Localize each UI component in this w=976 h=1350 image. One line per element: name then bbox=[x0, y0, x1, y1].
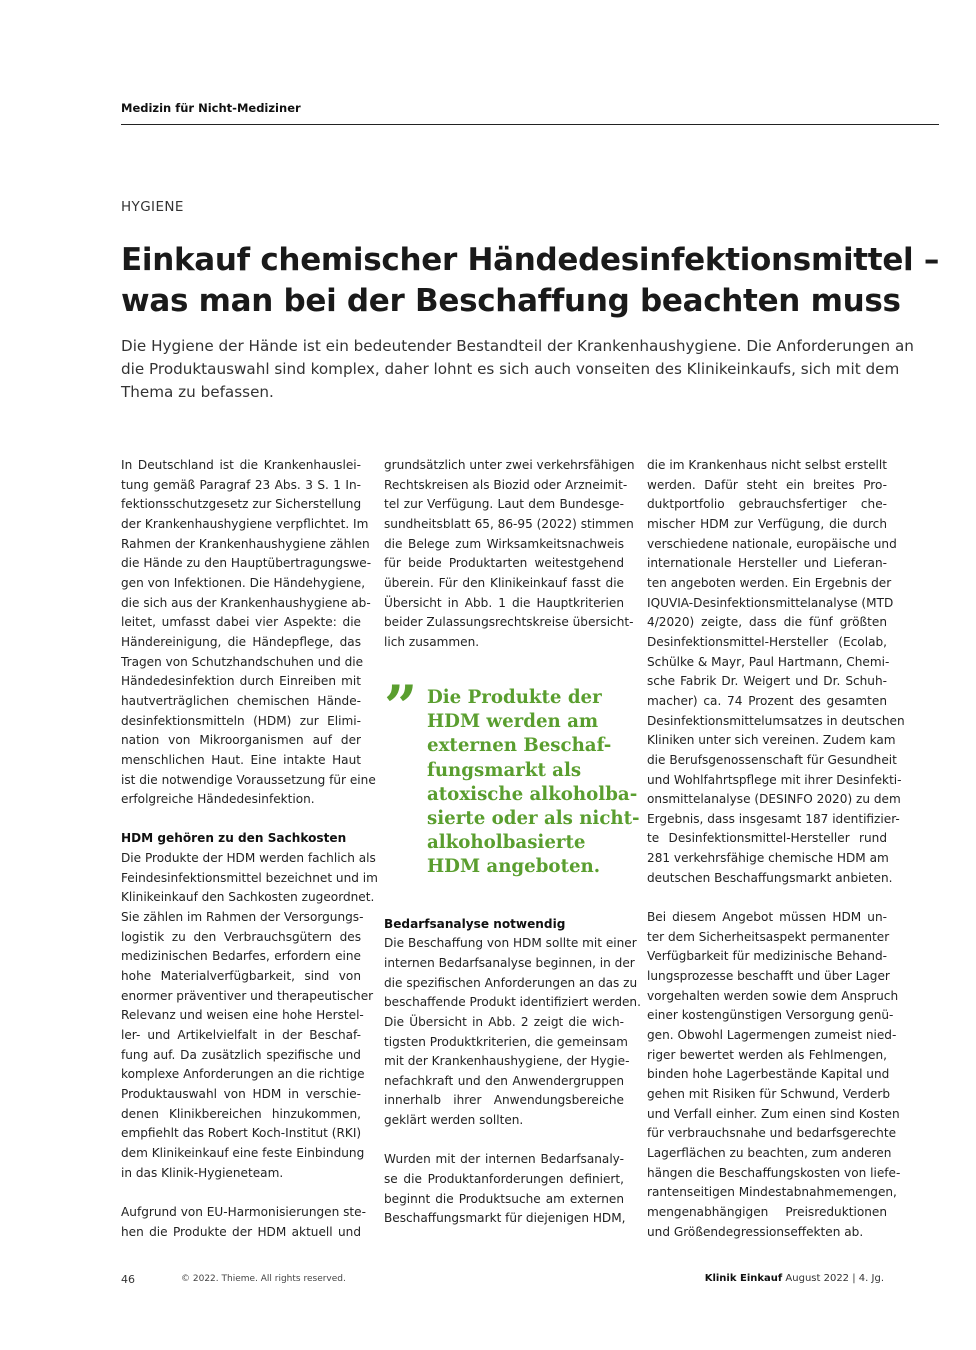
text-line: gen. Obwohl Lagermengen zumeist nied- bbox=[647, 1028, 897, 1043]
text-line: für beide Produktarten weitestgehend bbox=[384, 556, 624, 571]
text-line: die spezifischen Anforderungen an das zu bbox=[384, 975, 638, 990]
text-line: grundsätzlich unter zwei verkehrsfähigen bbox=[384, 458, 635, 472]
text-line: innerhalb ihrer Anwendungsbereiche bbox=[384, 1093, 624, 1108]
text-line: gehen mit Risiken für Schwund, Verderb bbox=[647, 1086, 891, 1101]
text-line: hautverträglichen chemischen Hände- bbox=[121, 693, 361, 708]
text-line: IQUVIA-Desinfektionsmittelanalyse (MTD bbox=[647, 595, 894, 610]
text-line: nefachkraft und den Anwendergruppen bbox=[384, 1073, 624, 1088]
text-line: Lagerflächen zu beachten, zum anderen bbox=[647, 1145, 892, 1160]
paragraph bbox=[121, 849, 378, 1183]
text-line: werden. Dafür steht ein breites Pro- bbox=[647, 477, 887, 492]
text-line: komplexe Anforderungen an die richtige bbox=[121, 1067, 365, 1082]
paragraph-spacer bbox=[121, 1183, 361, 1203]
paragraph bbox=[121, 456, 376, 810]
text-line: binden hohe Lagerbestände Kapital und bbox=[647, 1067, 890, 1082]
lead-line: Die Hygiene der Hände ist ein bedeutender Bestandteil der Krankenhaushygiene. Die Anforderungen an bbox=[121, 337, 914, 355]
text-line: lungsprozesse beschafft und über Lager bbox=[647, 969, 890, 984]
text-line: Die Beschaffung von HDM sollte mit einer bbox=[384, 936, 637, 951]
page-number: 46 bbox=[121, 1273, 135, 1286]
text-line: Übersicht in Abb. 1 die Hauptkriterien bbox=[384, 595, 624, 610]
text-line: Aufgrund von EU-Harmonisierungen ste- bbox=[121, 1204, 366, 1219]
text-line: gen von Infektionen. Die Händehygiene, bbox=[121, 575, 366, 590]
journal-info bbox=[705, 1273, 884, 1284]
text-line: Kliniken unter sich vereinen. Zudem kam bbox=[647, 733, 896, 748]
quote-mark-icon: ” bbox=[384, 673, 418, 741]
text-line: und Verfall einher. Zum einen sind Kosten bbox=[647, 1106, 900, 1121]
paragraph bbox=[647, 456, 905, 888]
pull-quote-line: externen Beschaf- bbox=[427, 735, 612, 757]
paragraph bbox=[384, 934, 641, 1131]
subheading: Bedarfsanalyse notwendig bbox=[384, 916, 566, 931]
article-lead bbox=[121, 335, 914, 404]
pull-quote-line: fungsmarkt als bbox=[427, 759, 582, 781]
text-line: leitet, umfasst dabei vier Aspekte: die bbox=[121, 615, 361, 630]
text-line: fektionsschutzgesetz zur Sicherstellung bbox=[121, 497, 362, 512]
lead-line: die Produktauswahl sind komplex, daher lohnt es sich auch vonseiten des Klinikeinkaufs, sich mit dem bbox=[121, 360, 900, 378]
text-line: beginnt die Produktsuche am externen bbox=[384, 1191, 624, 1206]
text-line: desinfektionsmitteln (HDM) zur Elimi- bbox=[121, 713, 361, 728]
text-line: tung gemäß Paragraf 23 Abs. 3 S. 1 In- bbox=[121, 477, 361, 492]
paragraph-spacer bbox=[384, 1131, 624, 1151]
text-line: die sich aus der Krankenhaushygiene ab- bbox=[121, 595, 371, 610]
text-line: Desinfektionsmittel-Hersteller (Ecolab, bbox=[647, 634, 887, 649]
text-line: logistik zu den Verbrauchsgütern des bbox=[121, 929, 361, 944]
text-line: Sie zählen im Rahmen der Versorgungs- bbox=[121, 910, 364, 925]
text-line: beider Zulassungsrechtskreise übersicht- bbox=[384, 615, 634, 630]
text-line: Relevanz und weisen eine hohe Herstel- bbox=[121, 1008, 364, 1023]
paragraph-spacer bbox=[647, 888, 887, 908]
text-line: Bei diesem Angebot müssen HDM un- bbox=[647, 910, 887, 925]
text-line: riger bewertet werden als Fehlmengen, bbox=[647, 1047, 887, 1062]
text-line: macher) ca. 74 Prozent des gesamten bbox=[647, 693, 887, 708]
text-line: überein. Für den Klinikeinkauf fasst die bbox=[384, 575, 624, 590]
pull-quote bbox=[384, 673, 640, 884]
text-line: Händereinigung, die Händepflege, das bbox=[121, 634, 361, 649]
text-line: Die Produkte der HDM werden fachlich als bbox=[121, 851, 376, 866]
text-line: Tragen von Schutzhandschuhen und die bbox=[121, 654, 364, 669]
text-line: für verbrauchsnahe und bedarfsgerechte bbox=[647, 1126, 897, 1141]
text-line: ist die notwendige Voraussetzung für eine bbox=[121, 772, 376, 787]
pull-quote-line: Die Produkte der bbox=[427, 687, 602, 708]
text-line: erfolgreiche Händedesinfektion. bbox=[121, 792, 315, 807]
text-line: se die Produktanforderungen definiert, bbox=[384, 1172, 624, 1187]
text-line: vorgehalten werden sowie dem Anspruch bbox=[647, 988, 899, 1003]
title-line: Einkauf chemischer Händedesinfektionsmittel – bbox=[121, 242, 940, 278]
journal-volume: 4. Jg. bbox=[858, 1273, 884, 1284]
title-line: was man bei der Beschaffung beachten muss bbox=[121, 283, 901, 319]
section-label: Medizin für Nicht-Mediziner bbox=[121, 101, 301, 115]
journal-issue: August 2022 bbox=[785, 1273, 850, 1284]
paragraph bbox=[647, 908, 901, 1242]
copyright-notice: © 2022. Thieme. All rights reserved. bbox=[181, 1274, 346, 1284]
text-line: geklärt werden sollten. bbox=[384, 1113, 524, 1128]
text-line: Feindesinfektionsmittel bezeichnet und im bbox=[121, 870, 378, 885]
text-line: 281 verkehrsfähige chemische HDM am bbox=[647, 851, 889, 866]
pull-quote-line: sierte oder als nicht- bbox=[427, 808, 640, 830]
text-line: Beschaffungsmarkt für diejenigen HDM, bbox=[384, 1211, 626, 1226]
text-line: lich zusammen. bbox=[384, 634, 480, 649]
text-line: ten angeboten werden. Ein Ergebnis der bbox=[647, 575, 892, 590]
pull-quote-line: HDM werden am bbox=[427, 711, 599, 733]
paragraph-spacer bbox=[121, 810, 361, 830]
text-line: Händedesinfektion durch Einreiben mit bbox=[121, 674, 361, 689]
text-line: te Desinfektionsmittel-Hersteller rund bbox=[647, 831, 887, 846]
text-line: tigsten Produktkriterien, die gemeinsam bbox=[384, 1034, 628, 1049]
text-column-3 bbox=[647, 456, 905, 1242]
paragraph bbox=[384, 1150, 624, 1229]
paragraph bbox=[121, 1203, 366, 1242]
text-line: die Berufsgenossenschaft für Gesundheit bbox=[647, 752, 897, 767]
article-title bbox=[121, 240, 940, 322]
text-line: die Hände zu den Hauptübertragungswe- bbox=[121, 556, 372, 571]
text-line: Die Übersicht in Abb. 2 zeigt die wich- bbox=[384, 1014, 624, 1029]
text-line: dem Klinikeinkauf eine feste Einbindung bbox=[121, 1145, 365, 1160]
text-line: sundheitsblatt 65, 86-95 (2022) stimmen bbox=[384, 516, 634, 531]
footer-separator: | bbox=[852, 1273, 856, 1284]
journal-name: Klinik Einkauf bbox=[704, 1273, 783, 1284]
text-line: Rechtskreisen als Biozid oder Arzneimit- bbox=[384, 477, 628, 492]
text-line: verschiedene nationale, europäische und bbox=[647, 536, 897, 551]
lead-line: Thema zu befassen. bbox=[121, 383, 274, 401]
text-line: deutschen Beschaffungsmarkt anbieten. bbox=[647, 870, 893, 885]
pull-quote-line: atoxische alkoholba- bbox=[427, 783, 638, 805]
paragraph bbox=[384, 456, 635, 653]
subheading: HDM gehören zu den Sachkosten bbox=[121, 831, 347, 846]
text-line: Desinfektionsmittelumsatzes in deutschen bbox=[647, 713, 905, 728]
text-line: ler- und Artikelvielfalt in der Beschaf- bbox=[121, 1028, 361, 1043]
text-line: Rahmen der Krankenhaushygiene zählen bbox=[121, 536, 370, 551]
text-line: mischer HDM zur Verfügung, die durch bbox=[647, 516, 887, 531]
text-line: medizinischen Bedarfes, erfordern eine bbox=[121, 949, 361, 964]
text-line: Schülke & Mayr, Paul Hartmann, Chemi- bbox=[647, 654, 890, 669]
header-divider bbox=[121, 124, 939, 125]
text-line: nation von Mikroorganismen auf der bbox=[121, 733, 361, 748]
text-line: hängen die Beschaffungskosten von liefe- bbox=[647, 1165, 901, 1180]
text-column-1 bbox=[121, 456, 378, 1242]
text-line: sche Fabrik Dr. Weigert und Dr. Schuh- bbox=[647, 674, 887, 689]
text-line: 4/2020) zeigte, dass die fünf größten bbox=[647, 615, 887, 630]
text-line: onsmittelanalyse (DESINFO 2020) zu dem bbox=[647, 792, 901, 807]
text-line: enormer präventiver und therapeutischer bbox=[121, 988, 374, 1003]
text-line: menschlichen Haut. Eine intakte Haut bbox=[121, 752, 361, 767]
text-line: und Größendegressionseffekten ab. bbox=[647, 1224, 864, 1239]
article-category: HYGIENE bbox=[121, 199, 184, 215]
pull-quote-text bbox=[427, 686, 640, 880]
text-line: einer kostengünstigen Versorgung genü- bbox=[647, 1008, 894, 1023]
text-line: empfiehlt das Robert Koch-Institut (RKI) bbox=[121, 1126, 362, 1141]
text-line: hohe Materialverfügbarkeit, sind von bbox=[121, 969, 361, 984]
text-line: rantenseitigen Mindestabnahmemengen, bbox=[647, 1185, 897, 1200]
text-line: Klinikeinkauf den Sachkosten zugeordnet. bbox=[121, 890, 375, 905]
text-line: fung auf. Da zusätzlich spezifische und bbox=[121, 1047, 361, 1062]
pull-quote-line: HDM angeboten. bbox=[427, 856, 601, 878]
text-line: Verfügbarkeit für medizinische Behand- bbox=[647, 949, 887, 964]
text-line: tel zur Verfügung. Laut dem Bundesge- bbox=[384, 497, 624, 512]
text-line: Wurden mit der internen Bedarfsanaly- bbox=[384, 1152, 624, 1167]
text-line: mit der Krankenhaushygiene, der Hygie- bbox=[384, 1054, 630, 1069]
text-line: und Wohlfahrtspflege mit ihrer Desinfekti- bbox=[647, 772, 902, 787]
text-line: Produktauswahl von HDM in verschie- bbox=[121, 1086, 361, 1101]
text-line: duktportfolio gebrauchsfertiger che- bbox=[647, 497, 887, 512]
pull-quote-line: alkoholbasierte bbox=[427, 832, 586, 854]
text-line: denen Klinikbereichen hinzukommen, bbox=[121, 1106, 361, 1121]
text-line: beschaffende Produkt identifiziert werden. bbox=[384, 995, 641, 1010]
text-line: der Krankenhaushygiene verpflichtet. Im bbox=[121, 516, 369, 531]
text-line: internen Bedarfsanalyse beginnen, in der bbox=[384, 955, 635, 970]
text-line: in das Klinik-Hygieneteam. bbox=[121, 1165, 284, 1180]
text-line: mengenabhängigen Preisreduktionen bbox=[647, 1204, 887, 1219]
text-line: Ergebnis, dass insgesamt 187 identifizier- bbox=[647, 811, 900, 826]
text-line: hen die Produkte der HDM aktuell und bbox=[121, 1224, 361, 1239]
text-line: In Deutschland ist die Krankenhauslei- bbox=[121, 458, 361, 472]
text-line: die im Krankenhaus nicht selbst erstellt bbox=[647, 458, 887, 472]
text-line: ter dem Sicherheitsaspekt permanenter bbox=[647, 929, 890, 944]
text-line: die Belege zum Wirksamkeitsnachweis bbox=[384, 536, 624, 551]
text-line: internationale Hersteller und Lieferan- bbox=[647, 556, 887, 571]
